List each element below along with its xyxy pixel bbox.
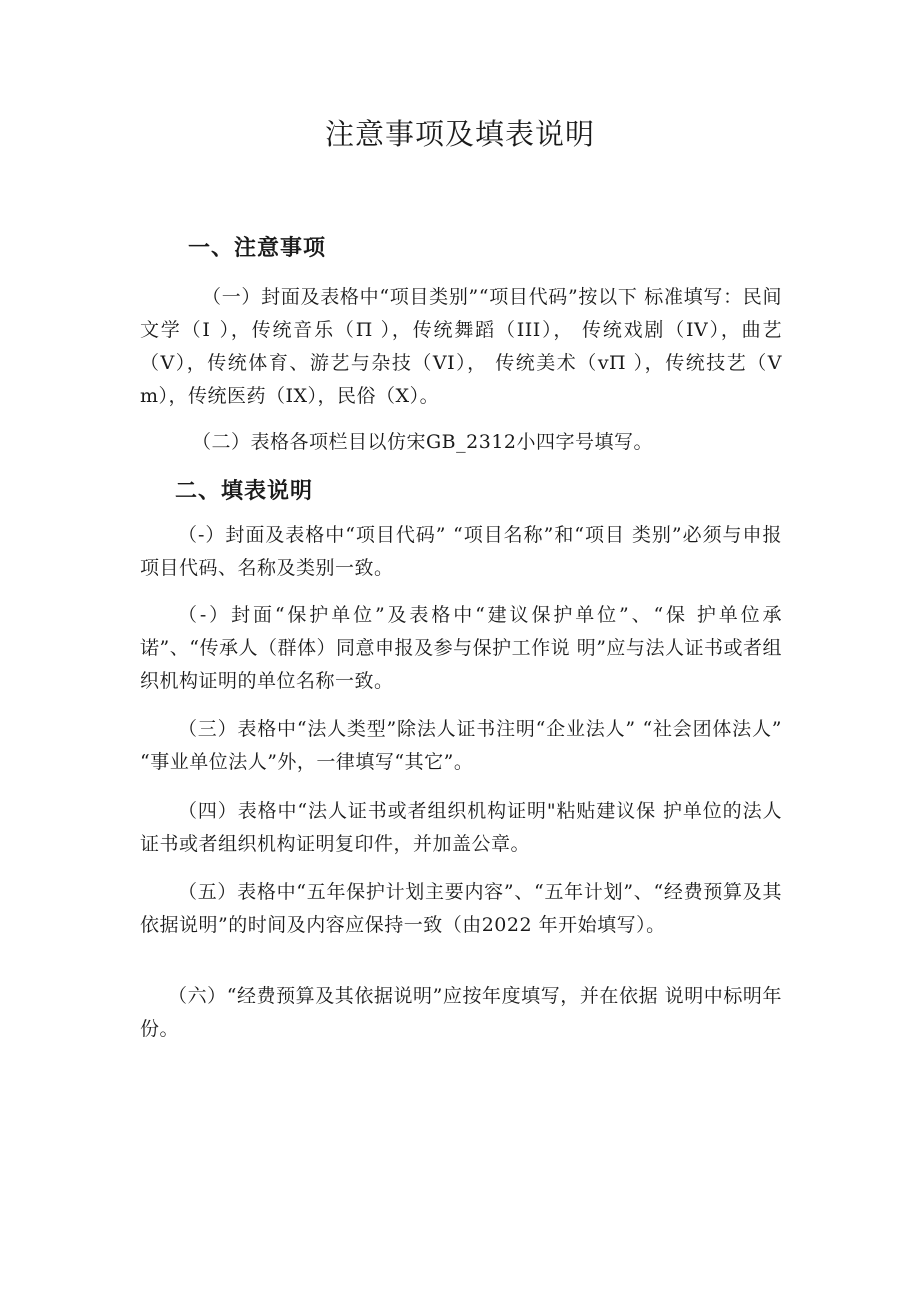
instructions-paragraph-2: （-）封面“保护单位”及表格中“建议保护单位”、“保 护单位承诺”、“传承人（群体）同意申报及参与保护工作说 明”应与法人证书或者组织机构证明的单位名称一致。 <box>140 604 782 692</box>
section-heading-notes: 一、注意事项 <box>188 236 327 261</box>
document-title: 注意事项及填表说明 <box>324 117 595 151</box>
instructions-paragraph-4: （四）表格中“法人证书或者组织机构证明"粘贴建议保 护单位的法人证书或者组织机构证明复印件，并加盖公章。 <box>140 800 782 855</box>
instructions-paragraph-5: （五）表格中“五年保护计划主要内容”、“五年计划”、“经费预算及其依据说明”的时间及内容应保持一致（由2022 年开始填写）。 <box>140 881 782 936</box>
section-heading-instructions: 二、填表说明 <box>175 479 314 504</box>
instructions-paragraph-6: （六）“经费预算及其依据说明”应按年度填写，并在依据 说明中标明年份。 <box>140 985 782 1040</box>
instructions-paragraph-3: （三）表格中“法人类型”除法人证书注明“企业法人” “社会团体法人” “事业单位法人”外，一律填写“其它”。 <box>140 718 782 773</box>
instructions-paragraph-1: （-）封面及表格中“项目代码” “项目名称”和“项目 类别”必须与申报项目代码、名称及类别一致。 <box>140 524 782 579</box>
notes-paragraph-2: （二）表格各项栏目以仿宋GB_2312小四字号填写。 <box>192 431 653 453</box>
notes-paragraph-1: （一）封面及表格中“项目类别”“项目代码”按以下 标准填写：民间文学（Ⅰ ），传统音乐（Π ），传统舞蹈（III）， 传统戏剧（IV），曲艺（V），传统体育、游艺与杂技（VI）， 传统美术（vΠ ），传统技艺（Vm），传统医药（IX），民俗（X）。 <box>140 286 782 407</box>
